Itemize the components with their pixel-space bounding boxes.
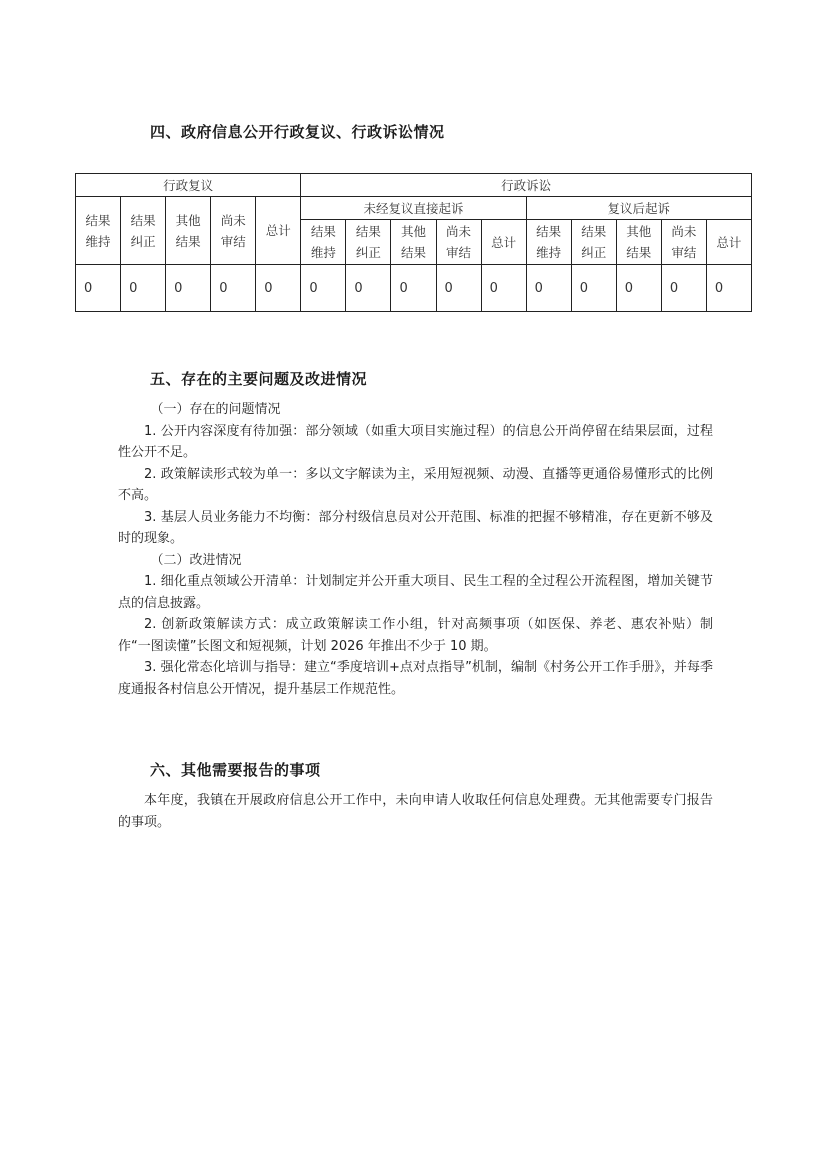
problem-item: 3. 基层人员业务能力不均衡：部分村级信息员对公开范围、标准的把握不够精准，存在更新不够及时的现象。: [118, 509, 713, 546]
value-cell: 0: [706, 265, 751, 312]
value-cell: 0: [526, 265, 571, 312]
col-direct-corrected: 结果 纠正: [346, 220, 391, 265]
value-cell: 0: [436, 265, 481, 312]
improvement-item: 3. 强化常态化培训与指导：建立“季度培训+点对点指导”机制，编制《村务公开工作手册》，并每季度通报各村信息公开情况，提升基层工作规范性。: [118, 660, 713, 697]
col-review-total: 总计: [256, 197, 301, 265]
col-direct-total: 总计: [481, 220, 526, 265]
header-suit-after-review: 复议后起诉: [526, 197, 751, 220]
value-cell: 0: [661, 265, 706, 312]
value-cell: 0: [211, 265, 256, 312]
col-review-pending: 尚未 审结: [211, 197, 256, 265]
col-after-upheld: 结果 维持: [526, 220, 571, 265]
problems-subheading: （一）存在的问题情况: [150, 402, 281, 417]
value-cell: 0: [121, 265, 166, 312]
review-litigation-table: [75, 173, 752, 312]
col-direct-upheld: 结果 维持: [301, 220, 346, 265]
col-review-corrected: 结果 纠正: [121, 197, 166, 265]
section5-body: [118, 399, 713, 700]
section6-body: [118, 790, 713, 833]
value-cell: 0: [166, 265, 211, 312]
section6-heading: 六、其他需要报告的事项: [150, 761, 321, 779]
col-after-corrected: 结果 纠正: [571, 220, 616, 265]
value-cell: 0: [346, 265, 391, 312]
header-direct-suit: 未经复议直接起诉: [301, 197, 526, 220]
value-cell: 0: [616, 265, 661, 312]
improvement-item: 2. 创新政策解读方式：成立政策解读工作小组，针对高频事项（如医保、养老、惠农补贴）制作“一图读懂”长图文和短视频，计划 2026 年推出不少于 10 期。: [118, 617, 713, 654]
table-row-values: [76, 265, 752, 312]
header-admin-litigation: 行政诉讼: [301, 174, 752, 197]
col-after-total: 总计: [706, 220, 751, 265]
value-cell: 0: [571, 265, 616, 312]
col-after-other: 其他 结果: [616, 220, 661, 265]
col-review-other: 其他 结果: [166, 197, 211, 265]
col-review-upheld: 结果 维持: [76, 197, 121, 265]
value-cell: 0: [301, 265, 346, 312]
problem-item: 1. 公开内容深度有待加强：部分领域（如重大项目实施过程）的信息公开尚停留在结果层面，过程性公开不足。: [118, 423, 713, 460]
problem-item: 2. 政策解读形式较为单一：多以文字解读为主，采用短视频、动漫、直播等更通俗易懂形式的比例不高。: [118, 466, 713, 503]
improvement-item: 1. 细化重点领域公开清单：计划制定并公开重大项目、民生工程的全过程公开流程图，增加关键节点的信息披露。: [118, 574, 713, 611]
section5-heading: 五、存在的主要问题及改进情况: [150, 370, 368, 388]
col-direct-pending: 尚未 审结: [436, 220, 481, 265]
section4-heading: 四、政府信息公开行政复议、行政诉讼情况: [150, 123, 445, 141]
value-cell: 0: [481, 265, 526, 312]
header-admin-review: 行政复议: [76, 174, 301, 197]
value-cell: 0: [76, 265, 121, 312]
section6-paragraph: 本年度，我镇在开展政府信息公开工作中，未向申请人收取任何信息处理费。无其他需要专门报告的事项。: [118, 793, 713, 830]
col-direct-other: 其他 结果: [391, 220, 436, 265]
value-cell: 0: [391, 265, 436, 312]
col-after-pending: 尚未 审结: [661, 220, 706, 265]
value-cell: 0: [256, 265, 301, 312]
improvements-subheading: （二）改进情况: [150, 552, 242, 568]
